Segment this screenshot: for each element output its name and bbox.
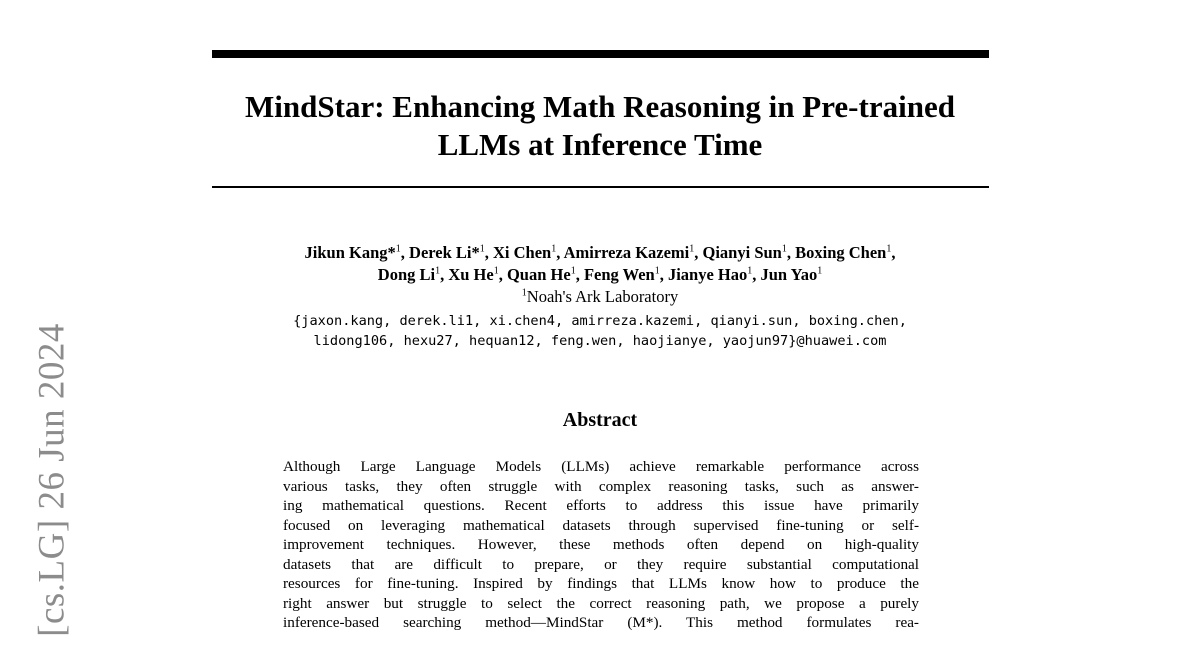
author: Jikun Kang* (304, 243, 396, 262)
abstract-line: datasets that are difficult to prepare, or they require substantial computational (283, 555, 919, 573)
abstract-body (283, 457, 919, 633)
author: Amirreza Kazemi (563, 243, 690, 262)
author: Feng Wen (583, 265, 655, 284)
author: Boxing Chen (795, 243, 887, 262)
author: Derek Li* (409, 243, 480, 262)
arxiv-stamp-text: [cs.LG] 26 Jun 2024 (31, 323, 73, 637)
author: Dong Li (377, 265, 436, 284)
author-list (150, 242, 1050, 286)
author-emails (150, 311, 1050, 351)
abstract-line: resources for fine-tuning. Inspired by findings that LLMs know how to produce the (283, 575, 919, 592)
abstract-line: right answer but struggle to select the correct reasoning path, we propose a purely (283, 594, 919, 612)
email-line-1: {jaxon.kang, derek.li1, xi.chen4, amirreza.kazemi, qianyi.sun, boxing.chen, (293, 313, 907, 329)
abstract-line: ing mathematical questions. Recent efforts to address this issue have primarily (283, 497, 919, 514)
title-top-rule (212, 50, 989, 58)
abstract-line: inference-based searching method—MindStar (M*). This method formulates rea- (283, 614, 919, 631)
abstract-line: improvement techniques. However, these methods often depend on high-quality (283, 536, 919, 553)
author: Quan He (506, 265, 571, 284)
paper-title (180, 88, 1020, 164)
author-line-2: Dong Li$^1$, Xu He$^1$, Quan He$^1$, Feng Wen$^1$, Jianye Hao$^1$, Jun Yao$^1$ (377, 265, 823, 284)
author: Qianyi Sun (702, 243, 782, 262)
affiliation-name: Noah's Ark Laboratory (526, 287, 679, 306)
email-line-2: lidong106, hexu27, hequan12, feng.wen, haojianye, yaojun97}@huawei.com (313, 333, 887, 349)
abstract-line: various tasks, they often struggle with complex reasoning tasks, such as answer- (283, 477, 919, 495)
affiliation (150, 287, 1050, 307)
author: Xu He (448, 265, 494, 284)
author-line-1: Jikun Kang*$^1$, Derek Li*$^1$, Xi Chen$^1$, Amirreza Kazemi$^1$, Qianyi Sun$^1$, Boxing Chen$^1$, (304, 243, 896, 262)
abstract-line: focused on leveraging mathematical datasets through supervised fine-tuning or self- (283, 516, 919, 534)
title-line-1: MindStar: Enhancing Math Reasoning in Pre-trained (245, 89, 955, 124)
abstract-line: Although Large Language Models (LLMs) achieve remarkable performance across (283, 458, 919, 475)
author: Xi Chen (493, 243, 552, 262)
affiliation-mark: 1 (521, 287, 527, 299)
author: Jun Yao (760, 265, 818, 284)
title-line-2: LLMs at Inference Time (437, 127, 763, 162)
abstract-heading: Abstract (562, 409, 638, 431)
author: Jianye Hao (667, 265, 748, 284)
title-bottom-rule (212, 186, 989, 188)
